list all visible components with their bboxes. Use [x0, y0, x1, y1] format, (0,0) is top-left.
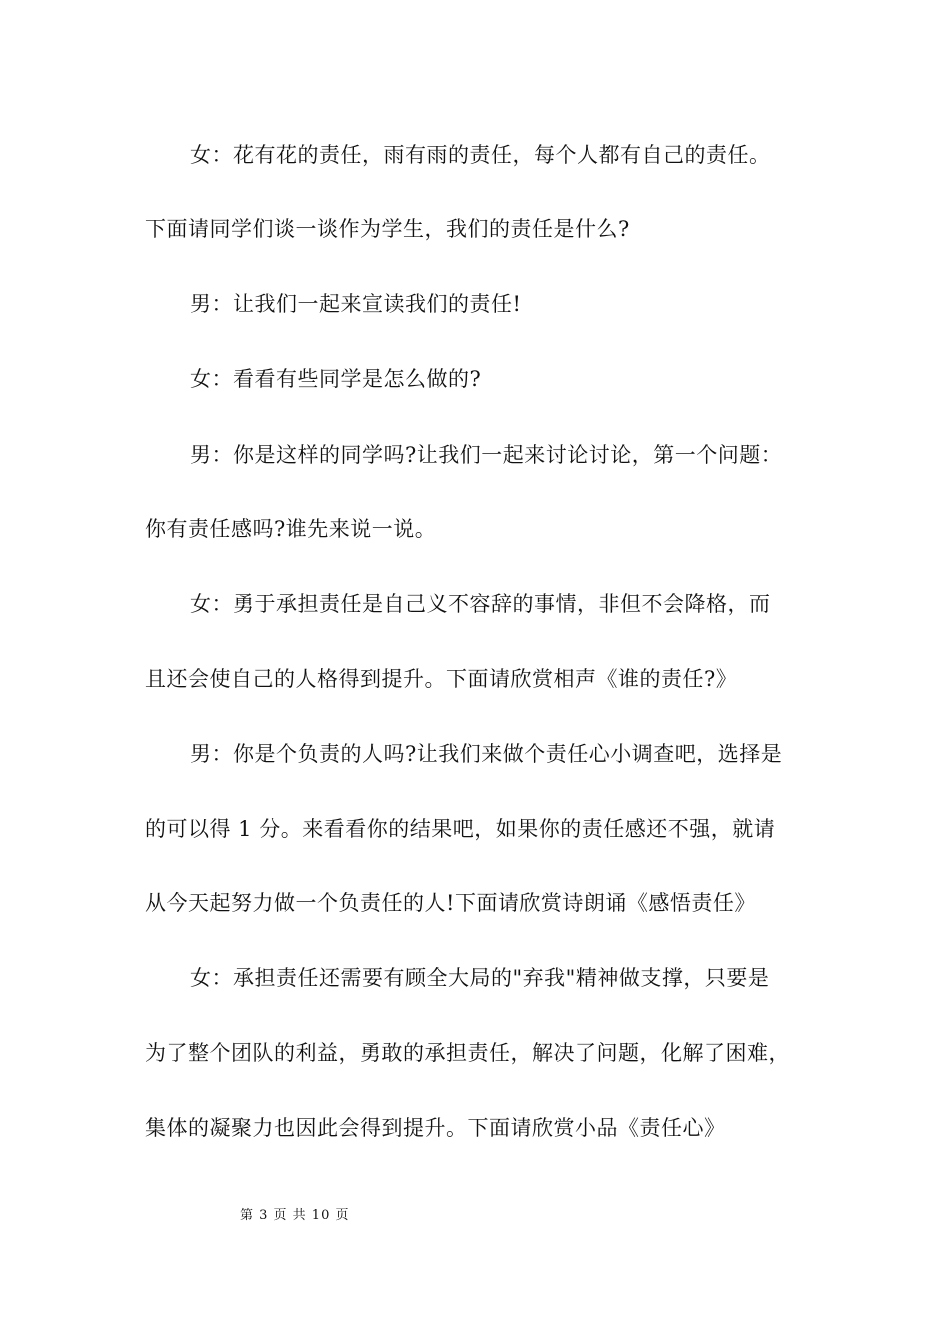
paragraph-7-line-3: 集体的凝聚力也因此会得到提升。下面请欣赏小品《责任心》 [145, 1116, 726, 1140]
paragraph-7-line-1: 女：承担责任还需要有顾全大局的"弃我"精神做支撑，只要是 [190, 966, 770, 990]
page-number: 第 3 页 共 10 页 [240, 1208, 350, 1223]
paragraph-1-line-2: 下面请同学们谈一谈作为学生，我们的责任是什么? [145, 217, 630, 241]
paragraph-4-line-2: 你有责任感吗?谁先来说一说。 [145, 517, 437, 541]
paragraph-1-line-1: 女：花有花的责任，雨有雨的责任，每个人都有自己的责任。 [190, 143, 771, 167]
paragraph-3-line-1: 女：看看有些同学是怎么做的? [190, 367, 482, 391]
paragraph-6-line-2: 的可以得 1 分。来看看你的结果吧，如果你的责任感还不强，就请 [145, 817, 776, 841]
paragraph-5-line-1: 女：勇于承担责任是自己义不容辞的事情，非但不会降格，而 [190, 592, 771, 616]
paragraph-7-line-2: 为了整个团队的利益，勇敢的承担责任，解决了问题，化解了困难， [145, 1041, 790, 1065]
paragraph-6-line-1: 男：你是个负责的人吗?让我们来做个责任心小调查吧，选择是 [190, 742, 783, 766]
paragraph-5-line-2: 且还会使自己的人格得到提升。下面请欣赏相声《谁的责任?》 [145, 667, 738, 691]
paragraph-2-line-1: 男：让我们一起来宣读我们的责任! [190, 292, 522, 316]
page-footer [0, 1207, 950, 1225]
paragraph-4-line-1: 男：你是这样的同学吗?让我们一起来讨论讨论，第一个问题： [190, 443, 783, 467]
paragraph-6-line-3: 从今天起努力做一个负责任的人!下面请欣赏诗朗诵《感悟责任》 [145, 891, 756, 915]
